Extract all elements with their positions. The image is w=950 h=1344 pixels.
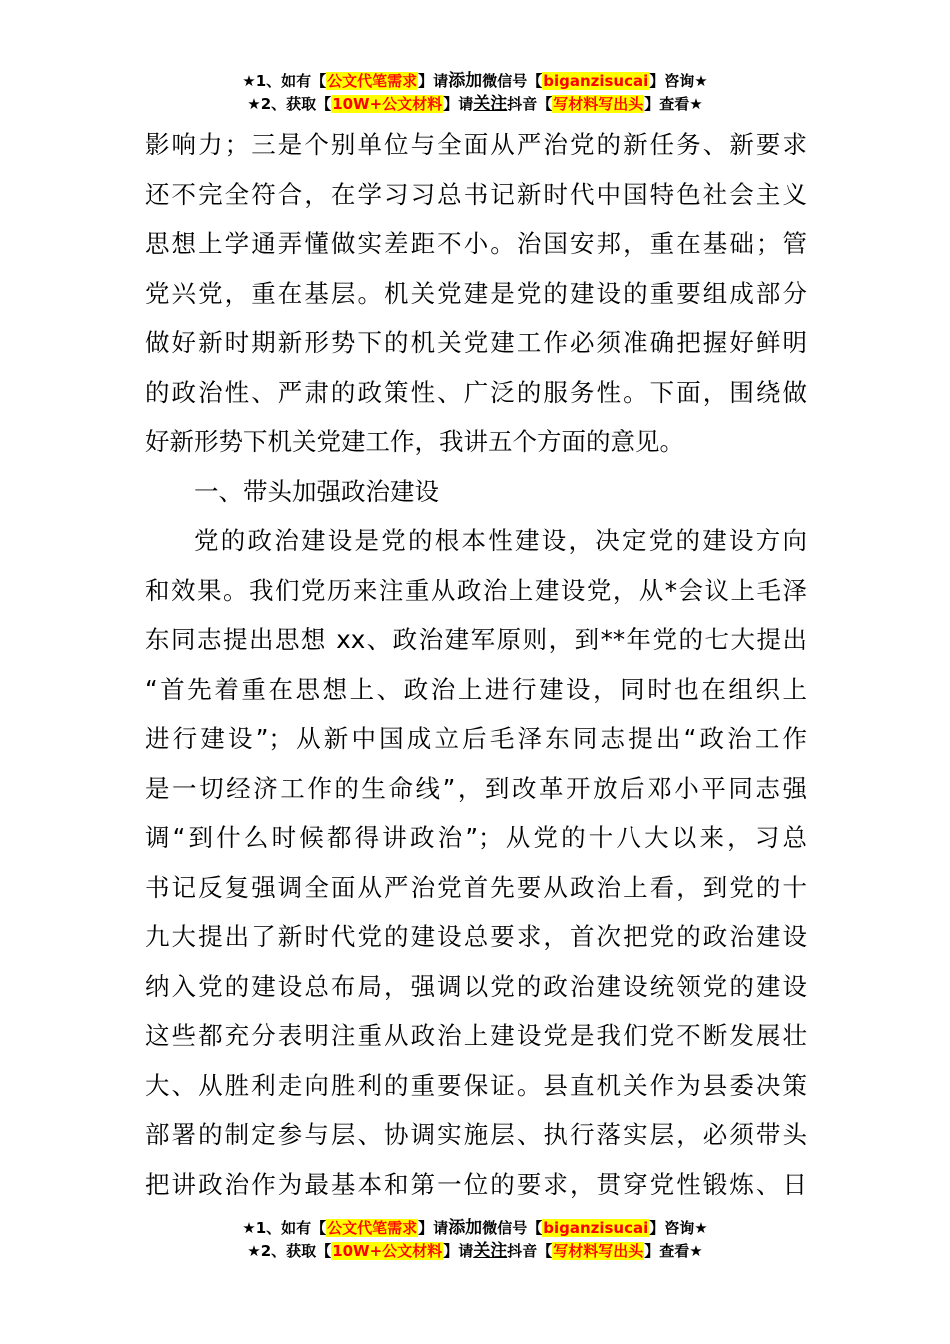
banner-line-2 — [0, 1240, 950, 1263]
banner-text: 抖音【 — [507, 95, 553, 113]
banner-highlight: 写材料写出头 — [553, 95, 644, 113]
document-body — [145, 120, 807, 1209]
banner-text: 】咨询★ — [649, 72, 708, 90]
banner-text: ★2、获取【 — [247, 1242, 332, 1260]
banner-text: 】咨询★ — [649, 1219, 708, 1237]
body-line: 和效果。我们党历来注重从政治上建设党，从*会议上毛泽 — [145, 575, 807, 605]
banner-text: 】请 — [443, 1242, 474, 1260]
banner-text: 微信号【 — [482, 72, 543, 90]
banner-text: 】请 — [443, 95, 474, 113]
banner-text: 抖音【 — [507, 1242, 553, 1260]
banner-text: 】请 — [418, 1219, 449, 1237]
body-line: 大、从胜利走向胜利的重要保证。县直机关作为县委决策 — [145, 1070, 807, 1100]
body-line: 是一切经济工作的生命线”，到改革开放后邓小平同志强 — [145, 773, 807, 803]
banner-text: 】请 — [418, 72, 449, 90]
banner-emphasis: 添加 — [448, 71, 483, 91]
banner-text: ★1、如有【 — [242, 1219, 327, 1237]
body-line: “首先着重在思想上、政治上进行建设，同时也在组织上 — [145, 674, 807, 704]
body-line: 思想上学通弄懂做实差距不小。治国安邦，重在基础；管 — [145, 229, 807, 258]
banner-highlight: biganzisucai — [543, 72, 649, 90]
footer-ad-banner — [0, 1217, 950, 1263]
banner-text: ★1、如有【 — [242, 72, 327, 90]
body-line: 做好新时期新形势下的机关党建工作必须准确把握好鲜明 — [145, 328, 807, 357]
section-heading: 一、带头加强政治建设 — [194, 476, 439, 506]
body-line: 好新形势下机关党建工作，我讲五个方面的意见。 — [145, 427, 684, 456]
banner-line-2 — [0, 93, 950, 116]
banner-emphasis: 关注 — [473, 94, 508, 114]
banner-text: 】查看★ — [644, 1242, 703, 1260]
banner-text: 】查看★ — [644, 95, 703, 113]
body-line: 纳入党的建设总布局，强调以党的政治建设统领党的建设 — [145, 971, 807, 1001]
header-ad-banner — [0, 70, 950, 116]
banner-highlight: 公文代笔需求 — [327, 1219, 418, 1237]
body-line: 九大提出了新时代党的建设总要求，首次把党的政治建设 — [145, 922, 807, 951]
banner-line-1 — [0, 70, 950, 93]
banner-highlight: biganzisucai — [543, 1219, 649, 1237]
body-line: 还不完全符合，在学习习总书记新时代中国特色社会主义 — [145, 179, 807, 209]
body-line: 影响力；三是个别单位与全面从严治党的新任务、新要求 — [145, 130, 807, 159]
body-line: 这些都充分表明注重从政治上建设党是我们党不断发展壮 — [145, 1021, 807, 1050]
body-line: 部署的制定参与层、协调实施层、执行落实层，必须带头 — [145, 1120, 807, 1149]
banner-line-1 — [0, 1217, 950, 1240]
banner-emphasis: 添加 — [448, 1218, 483, 1238]
banner-highlight: 10W+公文材料 — [332, 1242, 443, 1260]
body-line: 进行建设”；从新中国成立后毛泽东同志提出“政治工作 — [145, 724, 807, 753]
banner-text: ★2、获取【 — [247, 95, 332, 113]
body-line: 把讲政治作为最基本和第一位的要求，贯穿党性锻炼、日 — [145, 1169, 807, 1199]
banner-highlight: 写材料写出头 — [553, 1242, 644, 1260]
banner-emphasis: 关注 — [473, 1241, 508, 1261]
body-line: 书记反复强调全面从严治党首先要从政治上看，到党的十 — [145, 872, 807, 902]
body-line: 的政治性、严肃的政策性、广泛的服务性。下面，围绕做 — [145, 377, 807, 407]
banner-highlight: 10W+公文材料 — [332, 95, 443, 113]
banner-highlight: 公文代笔需求 — [327, 72, 418, 90]
banner-text: 微信号【 — [482, 1219, 543, 1237]
body-line: 东同志提出思想 xx、政治建军原则，到**年党的七大提出 — [145, 625, 807, 654]
body-line: 党兴党，重在基层。机关党建是党的建设的重要组成部分 — [145, 278, 807, 308]
body-line: 调“到什么时候都得讲政治”；从党的十八大以来，习总 — [145, 823, 807, 852]
body-line: 党的政治建设是党的根本性建设，决定党的建设方向 — [194, 526, 807, 555]
